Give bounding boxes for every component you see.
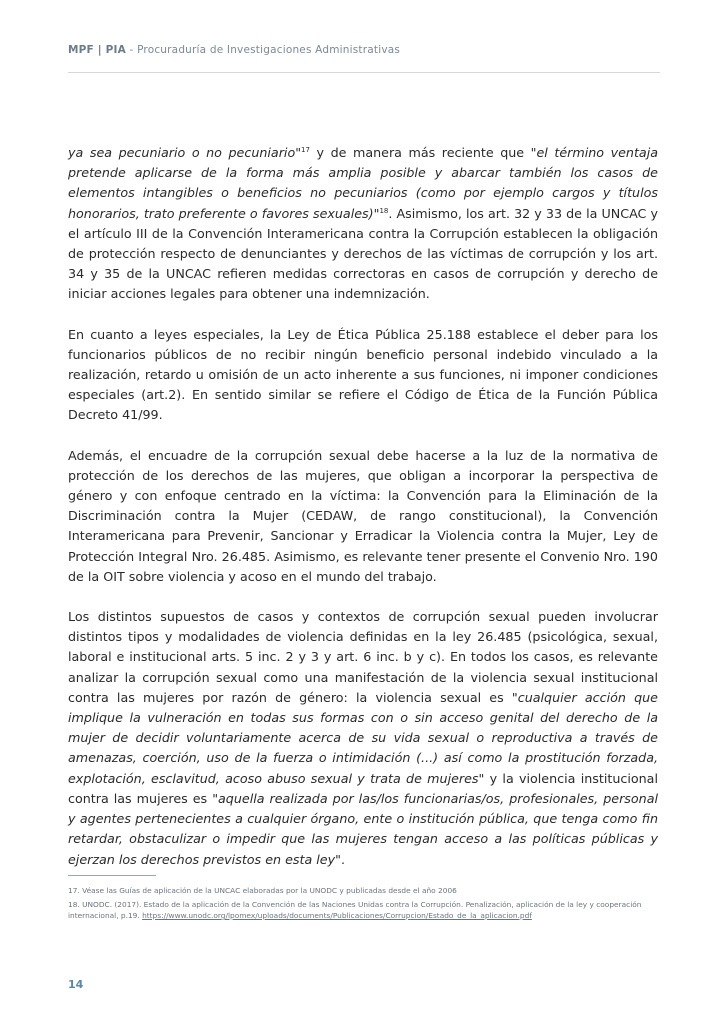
- footnote-ref-17[interactable]: 17: [301, 145, 310, 154]
- text: . Asimismo, los art. 32 y 33 de la UNCAC y el artículo III de la Convención Interamericana contra la Corrupción establecen la obligación de protección respecto de denunciantes y derechos de las víctimas de corrupción y los art. 34 y 35 de la UNCAC refieren medidas correctoras en casos de corrupción y derecho de iniciar acciones legales para obtener una indemnización.: [68, 205, 658, 302]
- footnote-18: [68, 899, 660, 921]
- quote: "el término ventaja pretende aplicarse de la forma más amplia posible y abarcar también los casos de elementos intangibles o beneficios no pecuniarios (como por ejemplo cargos y títulos honorarios, trato preferente o favores sexuales)": [68, 145, 659, 221]
- running-header: [68, 44, 660, 56]
- footnote-18-link[interactable]: https://www.unodc.org/lpomex/uploads/documents/Publicaciones/Corrupcion/Estado_de_la_aplicacion.pdf: [142, 911, 532, 920]
- header-separator: -: [126, 44, 138, 56]
- header-brand: MPF | PIA: [68, 44, 126, 56]
- footnote-ref-18[interactable]: 18: [379, 206, 389, 215]
- footnotes: [68, 885, 660, 924]
- page-number: 14: [68, 978, 84, 991]
- footnote-17: 17. Véase las Guías de aplicación de la UNCAC elaboradas por la UNODC y publicadas desde el año 2006: [68, 886, 457, 895]
- footnote-divider: [68, 875, 156, 876]
- quote: "cualquier acción que implique la vulneración en todas sus formas con o sin acceso genital del derecho de la mujer de decidir voluntariamente acerca de su vida sexual o reproductiva a través de amenazas, coerción, uso de la fuerza o intimidación (...) así como la prostitución forzada, explotación, esclavitud, acoso abuso sexual y trata de mujeres": [68, 689, 658, 786]
- text: .: [340, 851, 345, 867]
- text: Los distintos supuestos de casos y contextos de corrupción sexual pueden involucrar distintos tipos y modalidades de violencia definidas en la ley 26.485 (psicológica, sexual, laboral e institucional arts. 5 inc. 2 y 3 y art. 6 inc. b y c). En todos los casos, es relevante analizar la corrupción sexual como una manifestación de la violencia sexual institucional contra las mujeres por razón de género: la violencia sexual es: [68, 609, 658, 705]
- paragraph-1: [68, 143, 658, 305]
- footnote-18-text: 18. UNODC. (2017). Estado de la aplicación de la Convención de las Naciones Unidas contra la Corrupción. Penalización, aplicación de la ley y cooperación internacional, p.19.: [68, 900, 642, 920]
- quote: ya sea pecuniario o no pecuniario": [68, 145, 302, 160]
- text: y la violencia institucional contra las mujeres es: [68, 770, 658, 806]
- paragraph-4: [68, 607, 658, 870]
- quote: "aquella realizada por las/los funcionarias/os, profesionales, personal y agentes pertenecientes a cualquier órgano, ente o institución pública, que tenga como fin retardar, obstaculizar o impedir que las mujeres tengan acceso a las políticas públicas y ejerzan los derechos previstos en esta ley": [68, 790, 658, 867]
- paragraph-2: En cuanto a leyes especiales, la Ley de Ética Pública 25.188 establece el deber para los funcionarios públicos de no recibir ningún beneficio personal indebido vinculado a la realización, retardo u omisión de un acto inherente a sus funciones, ni imponer condiciones especiales (art.2). En sentido similar se refiere el Código de Ética de la Función Pública Decreto 41/99.: [68, 326, 658, 423]
- header-subtitle: Procuraduría de Investigaciones Administrativas: [137, 44, 401, 56]
- text: y de manera más reciente que: [309, 145, 531, 160]
- body-text: [68, 143, 658, 890]
- paragraph-3: Además, el encuadre de la corrupción sexual debe hacerse a la luz de la normativa de protección de los derechos de las mujeres, que obligan a incorporar la perspectiva de género y con enfoque centrado en la víctima: la Convención para la Eliminación de la Discriminación contra la Mujer (CEDAW, de rango constitucional), la Convención Interamericana para Prevenir, Sancionar y Erradicar la Violencia contra la Mujer, Ley de Protección Integral Nro. 26.485. Asimismo, es relevante tener presente el Convenio Nro. 190 de la OIT sobre violencia y acoso en el mundo del trabajo.: [68, 447, 658, 584]
- header-divider: [68, 72, 660, 73]
